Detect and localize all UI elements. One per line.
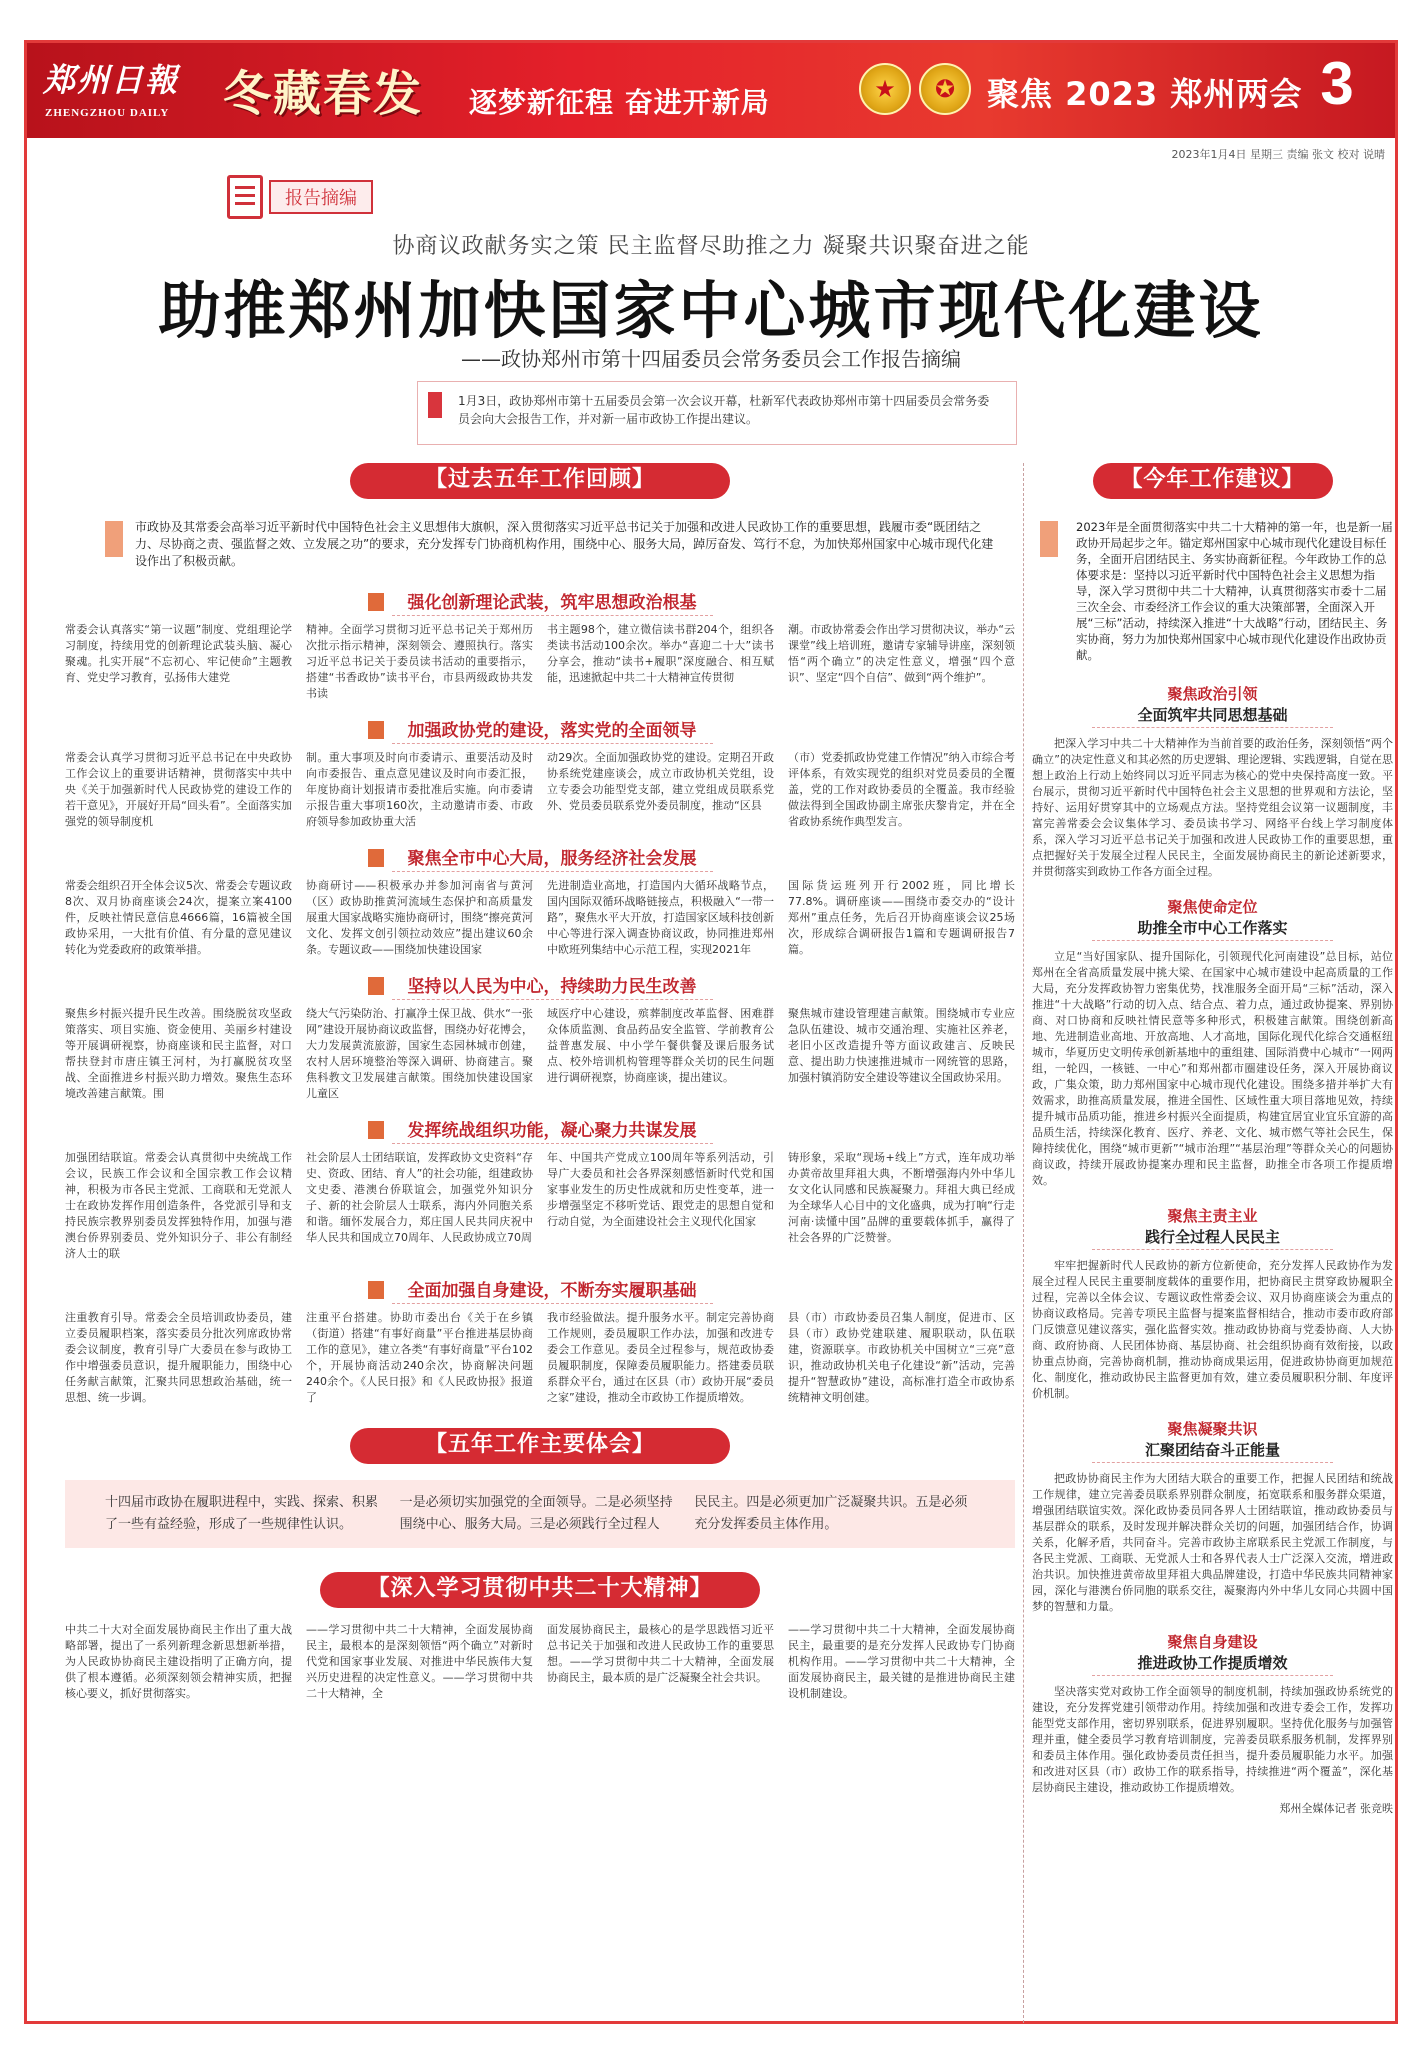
text-column: 精神。全面学习贯彻习近平总书记关于郑州历次批示指示精神，深刻领会、遵照执行。落实习近平总书记关于委员读书活动的重要指示，搭建“书香政协”读书平台，市县两级政协共发书读: [306, 623, 533, 700]
section-title-suggestions: 【今年工作建议】: [1093, 463, 1333, 499]
text-column: 注重教育引导。常委会全员培训政协委员，建立委员履职档案，落实委员分批次列席政协常委会议制度，教育引导广大委员在参与政协工作中增强委员意识，提升履职能力，围绕中心任务献言献策，汇聚共同思想政治基础，统一思想、统一步调。: [65, 1311, 292, 1404]
article-headline: 助推郑州加快国家中心城市现代化建设: [158, 274, 1264, 347]
accent-bar: [368, 721, 384, 739]
accent-bar: [368, 593, 384, 611]
suggestion-subtitle: 助推全市中心工作落实: [1092, 917, 1333, 941]
document-icon: [227, 175, 263, 219]
text-column: 协商研讨——积极承办并参加河南省与黄河（区）政协助推黄河流域生态保护和高质量发展重大国家战略实施协商研讨，围绕“擦亮黄河文化、发挥文创引领拉动效应”提出建议60余条。专题议政——围绕加快建设国家: [306, 879, 533, 956]
text-column: 铸形象，采取“现场+线上”方式，连年成功举办黄帝故里拜祖大典，不断增强海内外中华儿女文化认同感和民族凝聚力。拜祖大典已经成为全球华人心目中的文化盛典，成为打响“行走河南·读懂中国”品牌的重要载体抓手，赢得了社会各界的广泛赞誉。: [788, 1151, 1015, 1244]
subsection-body: [65, 1310, 1015, 1406]
text-column: （市）党委抓政协党建工作情况”纳入市综合考评体系，有效实现党的组织对党员委员的全覆盖，党的工作对政协委员的全覆盖。我市经验做法得到全国政协副主席张庆黎肯定，并在全省政协系统作典型发言。: [788, 751, 1015, 828]
text-column: 先进制造业高地，打造国内大循环战略节点，国内国际双循环战略链接点，积极融入“一带一路”，聚焦水平大开放，打造国家区域科技创新中心等进行深入调查协商议政，协同推进郑州中欧班列集结中心示范工程，实现2021年: [547, 879, 774, 956]
section-title-review: 【过去五年工作回顾】: [350, 463, 730, 499]
subsection-title: 全面加强自身建设，不断夯实履职基础: [392, 1276, 713, 1304]
dateline: 2023年1月4日 星期三 责编 张文 校对 说晴: [1171, 148, 1385, 161]
suggestions-lead: 2023年是全面贯彻落实中共二十大精神的第一年，也是新一届政协开局起步之年。锚定郑州国家中心城市现代化建设目标任务，全面开启团结民主、务实协商新征程。今年政协工作的总体要求是：坚持以习近平新时代中国特色社会主义思想为指导，深入学习贯彻中共二十大精神，认真贯彻落实市委十二届三次全会、市委经济工作会议的重大决策部署，全面深入开展“三标”活动，持续深入推进“十大战略”行动，团结民主、务实协商，努力为加快郑州国家中心城市现代化建设作出政协贡献。: [1032, 515, 1393, 667]
subsection-header: [65, 1276, 1015, 1304]
text-column: 社会阶层人士团结联谊，发挥政协文史资料“存史、资政、团结、育人”的社会功能，组建政协文史委、港澳台侨联谊会，加强党外知识分子、新的社会阶层人士联系，海内外同胞关系和谐。缅怀发展合力，郑庄国人民共同庆祝中华人民共和国成立70周年、人民政协成立70周: [306, 1151, 533, 1244]
subsection-title: 强化创新理论武装，筑牢思想政治根基: [392, 588, 713, 616]
subsection-body: [65, 878, 1015, 958]
section-title-study: 【深入学习贯彻中共二十大精神】: [320, 1572, 760, 1608]
text-column: 聚焦乡村振兴提升民生改善。围绕脱贫攻坚政策落实、项目实施、资金使用、美丽乡村建设等开展调研视察，协商座谈和民主监督，对口帮扶登封市唐庄镇王河村，为打赢脱贫攻坚战、全面推进乡村振兴助力增效。聚焦生态环境改善建言献策。围: [65, 1007, 292, 1100]
banner-focus-title: 聚焦 2023 郑州两会: [987, 75, 1303, 113]
text-column: 中共二十大对全面发展协商民主作出了重大战略部署，提出了一系列新理念新思想新举措，为人民政协协商民主建设指明了正确方向，提供了根本遵循。必须深刻领会精神实质，把握核心要义，抓好贯彻落实。: [65, 1623, 292, 1700]
national-emblem-icon: ★: [859, 63, 911, 115]
text-column: 常委会认真学习贯彻习近平总书记在中央政协工作会议上的重要讲话精神，贯彻落实中共中央《关于加强新时代人民政协党的建设工作的若干意见》，开展好开局“回头看”。全面落实加强党的领导制度机: [65, 751, 292, 828]
suggestion-header: [1032, 1418, 1393, 1463]
study-body: [65, 1622, 1015, 1702]
suggestion-title: 聚焦主责主业: [1167, 1207, 1258, 1225]
subsection-header: [65, 972, 1015, 1000]
article-intro: 1月3日，政协郑州市第十五届委员会第一次会议开幕，杜新军代表政协郑州市第十四届委员会常务委员会向大会报告工作，并对新一届市政协工作提出建议。: [417, 381, 1017, 445]
text-column: 县（市）市政协委员召集人制度，促进市、区县（市）政协党建联建、履职联动，队伍联建，资源联享。市政协机关中国树立“三亮”意识，推动政协机关电子化建设“新”活动，完善提升“智慧政协”建设，高标准打造全市政协系统精神文明创建。: [788, 1311, 1015, 1404]
subsection-title: 聚焦全市中心大局，服务经济社会发展: [392, 844, 713, 872]
subsection-header: [65, 716, 1015, 744]
subsection-body: [65, 622, 1015, 702]
column-tag: [227, 175, 373, 219]
text-column: 聚焦城市建设管理建言献策。围绕城市专业应急队伍建设、城市交通治理、实施社区养老，老旧小区改造提升等方面议政建言、反映民意、提出助力快速推进城市一网统管的思路，加强村镇消防安全建设等建议全国政协采用。: [788, 1007, 1015, 1084]
text-column: 常委会组织召开全体会议5次、常委会专题议政8次、双月协商座谈会24次，提案立案4100件，反映社情民意信息4666篇，16篇被全国政协采用，一大批有价值、有分量的意见建议转化为党委政府的政策举措。: [65, 879, 292, 956]
subsection-body: [65, 1006, 1015, 1102]
subsection-body: [65, 1150, 1015, 1262]
subsection-header: [65, 844, 1015, 872]
section-lead-review: 市政协及其常委会高举习近平新时代中国特色社会主义思想伟大旗帜，深入贯彻落实习近平总书记关于加强和改进人民政协工作的重要思想，践履市委“既团结之力、尽协商之责、强监督之效、立发展之功”的要求，充分发挥专门协商机构作用，围绕中心、服务大局，踔厉奋发、笃行不怠，为加快郑州国家中心城市现代化建设作出了积极贡献。: [65, 515, 1015, 574]
suggestion-header: [1032, 896, 1393, 941]
suggestion-body: 立足“当好国家队、提升国际化，引领现代化河南建设”总目标，站位郑州在全省高质量发展中挑大梁、在国家中心城市建设中起高质量的工作大局，充分发挥政协智力密集优势，找准服务全面开局“三标”活动，深入推进“十大战略”行动的切入点、结合点、着力点，通过政协提案、界别协商、对口协商和反映社情民意等多种形式，积极建言献策。围绕创新高地、先进制造业高地、开放高地、人才高地，国际化现代化综合交通枢纽城市，华夏历史文明传承创新基地中的重组建、国际消费中心城市“一网两组，一轮四，一核链、一中心”和郑州都市圈建设任务，深入开展协商议政，广集众策，助力郑州国家中心城市现代化建设。围绕多措并举扩大有效需求，助推高质量发展，推进全国性、区域性重大项目落地见效，持续提升城市品质功能，推进乡村振兴全面提质，构建宜居宜业宜乐宜游的高品质生活，持续深化教育、医疗、养老、文化、城市燃气等社会民生，保障持续优化，围绕“城市更新”“城市治理”“基层治理”等群众关心的问题协商议政，持续开展政协提案办理和民主监督，助推全市各项工作提质增效。: [1032, 950, 1393, 1187]
section-title-experience: 【五年工作主要体会】: [350, 1428, 730, 1464]
accent-bar: [368, 849, 384, 867]
text-column: 国际货运班列开行2002班，同比增长77.8%。调研座谈——围绕市委交办的“设计郑州”重点任务，先后召开协商座谈会议25场次，形成综合调研报告1篇和专题调研报告7篇。: [788, 879, 1015, 956]
suggestion-body: 牢牢把握新时代人民政协的新方位新使命，充分发挥人民政协作为发展全过程人民民主重要制度载体的重要作用，把协商民主贯穿政协履职全过程，完善以全体会议、专题议政性常委会议、双月协商座谈会为重点的协商议政格局。完善专项民主监督与提案监督相结合，推动市委市政府部门反馈意见建议落实，强化监督实效。推动政协协商与党委协商、人大协商、政府协商、人民团体协商、基层协商、社会组织协商有效衔接，以政协重点协商，完善协商机制，推动协商成果运用，促进政协协商更加规范化、制度化，推动政协民主监督更加有效，建立委员履职积分制、年度评价机制。: [1032, 1259, 1393, 1400]
suggestion-body: 把政协协商民主作为大团结大联合的重要工作，把握人民团结和统战工作规律，建立完善委员联系界别群众制度，拓宽联系和服务群众渠道，增强团结联谊实效。深化政协委员同各界人士团结联谊，推动政协委员与基层群众的联系，及时发现并解决群众关切的问题，加强团结合作，协调关系，化解矛盾，共同奋斗。完善市政协主席联系民主党派工作制度，与各民主党派、工商联、无党派人士和各界代表人士广泛深入交流，增进政治共识。加快推进黄帝故里拜祖大典品牌建设，打造中华民族共同精神家园，深化与港澳台侨同胞的联系交往，凝聚海内外中华儿女同心共圆中国梦的智慧和力量。: [1032, 1472, 1393, 1613]
left-column: [65, 463, 1015, 1702]
article-kicker: 协商议政献务实之策 民主监督尽助推之力 凝聚共识聚奋进之能: [392, 234, 1030, 259]
banner-slogan-main: 冬藏春发: [223, 66, 424, 122]
experience-text: 十四届市政协在履职进程中，实践、探索、积累了一些有益经验，形成了一些规律性认识。: [105, 1495, 379, 1532]
text-column: 域医疗中心建设，殡葬制度改革监督、困难群众体质监测、食品药品安全监管、学前教育公益普惠发展、中小学午餐供餐及课后服务试点、校外培训机构管理等群众关切的民生问题进行调研视察，协商座谈，提出建议。: [547, 1007, 774, 1084]
suggestion-header: [1032, 683, 1393, 728]
newspaper-logo: 郑州日報: [43, 61, 180, 99]
reporter-byline: 郑州全媒体记者 张竞昳: [1279, 1802, 1393, 1815]
suggestion-title: 聚焦自身建设: [1167, 1633, 1258, 1651]
text-column: 常委会认真落实“第一议题”制度、党组理论学习制度，持续用党的创新理论武装头脑、凝心聚魂。扎实开展“不忘初心、牢记使命”主题教育、党史学习教育，弘扬伟大建党: [65, 623, 292, 684]
text-column: 绕大气污染防治、打赢净土保卫战、供水“一张网”建设开展协商议政监督，围绕办好花博会，大力发展黄流旅游，国家生态园林城市创建，农村人居环境整治等深入调研、协商建言。聚焦科教文卫发展建言献策。围绕加快建设国家儿童区: [306, 1007, 533, 1100]
experience-text: 民民主。四是必须更加广泛凝聚共识。五是必须充分发挥委员主体作用。: [694, 1495, 968, 1532]
suggestion-subtitle: 汇聚团结奋斗正能量: [1092, 1439, 1333, 1463]
suggestion-title: 聚焦凝聚共识: [1167, 1420, 1258, 1438]
newspaper-page: [24, 40, 1398, 2024]
suggestion-title: 聚焦政治引领: [1167, 685, 1258, 703]
subsection-header: [65, 588, 1015, 616]
suggestion-subtitle: 践行全过程人民民主: [1092, 1226, 1333, 1250]
accent-bar: [368, 1121, 384, 1139]
text-column: 年、中国共产党成立100周年等系列活动，引导广大委员和社会各界深刻感悟新时代党和国家事业发生的历史性成就和历史性变革，进一步增强坚定不移听党话、跟党走的思想自觉和行动自觉，为全面建设社会主义现代化国家: [547, 1151, 774, 1228]
text-column: 潮。市政协常委会作出学习贯彻决议，举办“云课堂”线上培训班，邀请专家辅导讲座，深刻领悟“两个确立”的决定性意义，增强“四个意识”、坚定“四个自信”、做到“两个维护”。: [788, 623, 1015, 684]
subsection-body: [65, 750, 1015, 830]
masthead-banner: [27, 43, 1395, 138]
subsection-title: 加强政协党的建设，落实党的全面领导: [392, 716, 713, 744]
accent-bar: [368, 1281, 384, 1299]
suggestion-subtitle: 推进政协工作提质增效: [1092, 1652, 1333, 1676]
column-tag-label: 报告摘编: [269, 180, 373, 214]
suggestion-body: 把深入学习中共二十大精神作为当前首要的政治任务，深刻领悟“两个确立”的决定性意义和其必然的历史逻辑、理论逻辑、实践逻辑，自觉在思想上政治上行动上始终同以习近平同志为核心的党中央保持高度一致。平台展示，贯彻习近平新时代中国特色社会主义思想的世界观和方法论，坚持好、运用好贯穿其中的立场观点方法。坚持党组会议第一议题制度，丰富完善常委会会议集体学习、委员读书学习、网络平台线上学习制度体系，深入学习习近平总书记关于加强和改进人民政协工作的重要思想，重点把握好关于发展全过程人民民主，全面发展协商民主的新论述新要求，并贯彻落实到政协工作各方面全过程。: [1032, 737, 1393, 878]
experience-text: 一是必须切实加强党的全面领导。二是必须坚持围绕中心、服务大局。三是必须践行全过程人: [399, 1495, 673, 1532]
text-column: 面发展协商民主，最核心的是学思践悟习近平总书记关于加强和改进人民政协工作的重要思想。——学习贯彻中共二十大精神，全面发展协商民主，最本质的是广泛凝聚全社会共识。: [547, 1623, 774, 1684]
text-column: ——学习贯彻中共二十大精神，全面发展协商民主，最重要的是充分发挥人民政协专门协商机构作用。——学习贯彻中共二十大精神，全面发展协商民主，最关键的是推进协商民主建设机制建设。: [788, 1623, 1015, 1700]
newspaper-logo-en: ZHENGZHOU DAILY: [45, 107, 170, 119]
text-column: ——学习贯彻中共二十大精神，全面发展协商民主，最根本的是深刻领悟“两个确立”对新时代党和国家事业发展、对推进中华民族伟大复兴历史进程的决定性意义。——学习贯彻中共二十大精神，全: [306, 1623, 533, 1700]
banner-slogan-sub: 逐梦新征程 奋进开新局: [469, 86, 770, 119]
suggestion-header: [1032, 1205, 1393, 1250]
page-number: 3: [1320, 50, 1354, 117]
subsection-header: [65, 1116, 1015, 1144]
suggestion-header: [1032, 1631, 1393, 1676]
text-column: 动29次。全面加强政协党的建设。定期召开政协系统党建座谈会，成立市政协机关党组，设立专委会功能型党支部，建立党组成员联系党外、党员委员联系党外委员制度，推动“区县: [547, 751, 774, 812]
right-column: [1023, 463, 1393, 2023]
accent-bar: [368, 977, 384, 995]
text-column: 制。重大事项及时向市委请示、重要活动及时向市委报告、重点意见建议及时向市委汇报，年度协商计划报请市委批准后实施。向市委请示报告重大事项160次，主动邀请市委、市政府领导参加政协重大活: [306, 751, 533, 828]
text-column: 书主题98个，建立微信读书群204个，组织各类读书活动100余次。举办“喜迎二十大”读书分享会，推动“读书+履职”深度融合、相互赋能，迅速掀起中共二十大精神宣传贯彻: [547, 623, 774, 684]
experience-box: [65, 1480, 1015, 1548]
suggestion-subtitle: 全面筑牢共同思想基础: [1092, 704, 1333, 728]
cppcc-emblem-icon: ✪: [919, 63, 971, 115]
suggestion-body: 坚决落实党对政协工作全面领导的制度机制，持续加强政协系统党的建设，充分发挥党建引领带动作用。持续加强和改进专委会工作，发挥功能型党支部作用，密切界别联系，促进界别履职。坚持优化服务与加强管理并重，健全委员学习教育培训制度，完善委员联系服务机制，发挥界别和委员主体作用。强化政协委员责任担当，提升委员履职能力水平。加强和改进对区县（市）政协工作的联系指导，持续推进“两个覆盖”，深化基层协商民主建设，推动政协工作提质增效。: [1032, 1685, 1393, 1794]
subsection-title: 发挥统战组织功能，凝心聚力共谋发展: [392, 1116, 713, 1144]
article-subhead: ——政协郑州市第十四届委员会常务委员会工作报告摘编: [461, 347, 961, 371]
text-column: 加强团结联谊。常委会认真贯彻中央统战工作会议，民族工作会议和全国宗教工作会议精神，积极为市各民主党派、工商联和无党派人士在政协发挥作用创造条件，各党派引导和支持民族宗教界别委员发挥独特作用，加强与港澳台侨界别委员、党外知识分子、非公有制经济人士的联: [65, 1151, 292, 1260]
text-column: 注重平台搭建。协助市委出台《关于在乡镇（街道）搭建“有事好商量”平台推进基层协商工作的意见》，建立各类“有事好商量”平台102个，开展协商活动240余次，协商解决问题240余个。《人民日报》和《人民政协报》报道了: [306, 1311, 533, 1404]
subsection-title: 坚持以人民为中心，持续助力民生改善: [392, 972, 713, 1000]
text-column: 我市经验做法。提升服务水平。制定完善协商工作规则，委员履职工作办法，加强和改进专委会工作意见。委员全过程参与，规范政协委员履职制度，保障委员履职能力。搭建委员联系群众平台，通过在区县（市）政协开展“委员之家”建设，推动全市政协工作提质增效。: [547, 1311, 774, 1404]
suggestion-title: 聚焦使命定位: [1167, 898, 1258, 916]
